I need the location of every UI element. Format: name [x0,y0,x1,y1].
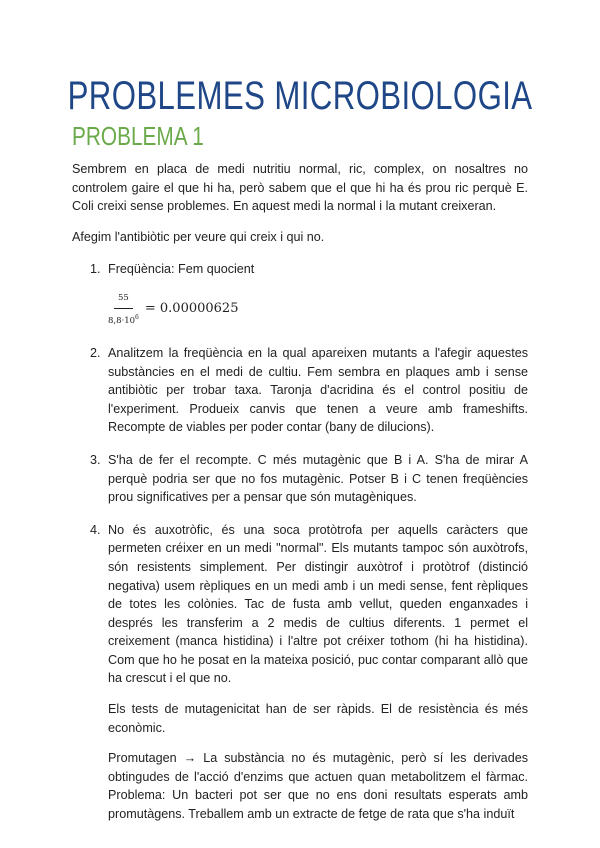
list-item [72,521,528,824]
paragraph: Sembrem en placa de medi nutritiu normal, ric, complex, on nosaltres no controlem gaire el que hi ha, però sabem que el que hi ha és prou ric perquè E. Coli creixi sense problemes. En aquest medi la normal i la mutant creixeran. [72,162,528,214]
denominator: 8,8·10 [108,315,136,326]
list-item [72,260,528,330]
list-item-text: No és auxotròfic, és una soca protòtrofa per aquells caràcters que permeten créixer en un medi "normal". Els mutants tampoc són auxòtrofs, són resistents simplement. Per distingir auxòtrof i protòtrof (distinció negativa) usem rèpliques en un medi amb i un medi sense, fent rèpliques de totes les colònies. Tac de fusta amb vellut, queden enganxades i després les transferim a 2 medis de cultius diferents. 1 permet el creixement (manca histidina) i l'altre pot créixer tothom (hi ha histidina). Com que ho he posat en la mateixa posició, puc contar comparant allò que ha crescut i el que no. [108,522,528,686]
list-item [72,451,528,507]
document-body [72,160,528,838]
list-number: 1. [90,262,101,277]
title-text: PROBLEMES MICROBIOLOGIA [67,74,533,118]
exponent: 6 [135,313,139,321]
list-item-text: Analitzem la freqüència en la qual apareixen mutants a l'afegir aquestes substàncies en el medi de cultiu. Fem sembra en plaques amb i sense antibiòtic per trobar taxa. Taronja d'acridina és el control positiu de l'experiment. Produeix canvis que tenen a veure amb frameshifts. Recompte de viables per poder contar (bany de dilucions). [108,345,528,435]
list-number: 3. [90,452,101,467]
numerator: 55 [114,289,133,309]
section-heading-text: PROBLEMA 1 [72,121,204,151]
fraction [108,289,139,330]
formula [108,289,528,330]
list-item-text: S'ha de fer el recompte. C més mutagènic que B i A. S'ha de mirar A perquè podria ser que no fos mutagènic. Potser B i C tenen freqüències prou significatives per a pensar que són mutagèniques. [108,452,528,505]
list-number: 2. [90,345,101,360]
list-number: 4. [90,522,101,537]
list-item-subparagraph: Els tests de mutagenicitat han de ser ràpids. El de resistència és més econòmic. [108,702,528,735]
document-title [0,72,600,120]
paragraph: Afegim l'antibiòtic per veure qui creix i qui no. [72,229,325,244]
section-heading [72,120,237,152]
numbered-list [72,260,528,823]
list-item-subparagraph: Promutagen → La substància no és mutagènic, però sí les derivades obtingudes de l'acció d'enzims que actuen quan metabolitzem el fàrmac. Problema: Un bacteri pot ser que no ens doni resultats esperats amb promutàgens. Treballem amb un extracte de fetge de rata que s'ha induït [108,751,528,822]
formula-result: = 0.00000625 [144,301,239,317]
list-item-text: Freqüència: Fem quocient [108,262,255,277]
list-item [72,344,528,437]
